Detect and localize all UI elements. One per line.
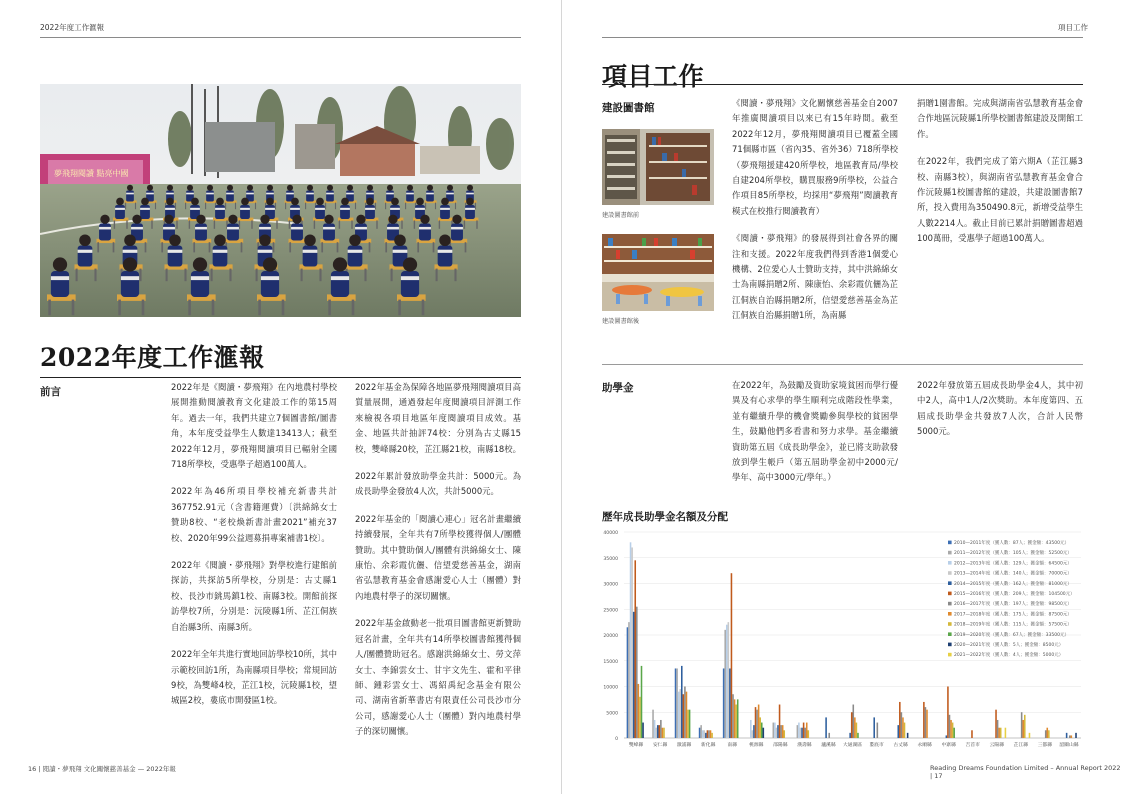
chart-legend-label: 2010—2011年度（獲人數：87人；獲金額：43500元） [954, 541, 1069, 546]
chart-bar [952, 723, 954, 738]
chart-legend-swatch [948, 643, 952, 647]
chart-bar [734, 699, 736, 738]
chart-legend-swatch [948, 602, 952, 606]
chart-bar [904, 723, 906, 738]
chart-bar [735, 705, 737, 738]
title-rule [40, 377, 521, 378]
chart-legend-swatch [948, 612, 952, 616]
chart-bar [804, 728, 806, 738]
grant-section-rule [602, 364, 1083, 365]
chart-bar [663, 728, 665, 738]
chart-bar [659, 725, 661, 738]
chart-bar [997, 720, 999, 738]
chart-bar [631, 547, 633, 738]
chart-bar [853, 705, 855, 738]
chart-bar [684, 687, 686, 739]
chart-legend-label: 2013—2014年度（獲人數：140人；獲金額：70000元） [954, 571, 1072, 577]
chart-bar [759, 717, 761, 738]
chart-bar [877, 723, 879, 738]
chart-bar [711, 733, 713, 738]
grant-paragraph: 2022年發放第五屆成長助學金4人，其中初中2人，高中1人/2次獎助。本年度第四、五屆成長助學金共發放7人次，合計人民幣5000元。 [917, 380, 1083, 437]
chart-bar [707, 730, 709, 738]
chart-bar [923, 702, 925, 738]
chart-bar [926, 710, 928, 738]
chart-bar [654, 720, 656, 738]
chart-legend [948, 539, 1075, 658]
chart-legend-label: 2017—2018年度（獲人數：175人；獲金額：87500元） [954, 612, 1072, 618]
chart-bar [703, 730, 705, 738]
left-running-head: 2022年度工作滙報 [40, 23, 105, 32]
chart-bar [679, 689, 681, 738]
foreword-column-2 [355, 380, 521, 752]
chart-x-label: 雙峰縣 [628, 743, 644, 748]
chart-bar [655, 728, 657, 738]
grant-label: 助學金 [602, 382, 634, 394]
chart-bar [681, 666, 683, 738]
chart-bar [652, 710, 654, 738]
chart-bar [1024, 715, 1026, 738]
chart-bar [1021, 712, 1023, 738]
chart-bar [660, 720, 662, 738]
chart-legend-label: 2018—2019年度（獲人數：115人；獲金額：57500元） [954, 622, 1072, 628]
chart-bar [806, 723, 808, 738]
foreword-paragraph: 2022年是《閱讀・夢飛翔》在內地農村學校展開推動閱讀教育文化建設工作的第15周年。過去一年，我們共建立7個圖書館/圖書角，本年度受益學生人數達13413人；截至2022年12月，夢飛翔閱讀項目已輻射全國718所學校，受惠學子超過100萬人。 [171, 382, 337, 470]
left-page-footer: 16 | 閱讀・夢飛翔 文化關懷慈善基金 — 2022年報 [28, 765, 176, 773]
chart-bar [897, 725, 899, 738]
chart-bar [642, 723, 644, 738]
chart-bar [1022, 720, 1024, 738]
chart-legend-label: 2011—2012年度（獲人數：105人；獲金額：52500元） [954, 551, 1072, 557]
chart-bar [686, 692, 688, 738]
chart-bar [797, 725, 799, 738]
chart-bar [949, 715, 951, 738]
chart-legend-swatch [948, 632, 952, 636]
chart-x-labels [629, 741, 1079, 748]
chart-bar [828, 733, 830, 738]
chart-bar [808, 730, 810, 738]
library-after-caption: 建設圖書館後 [602, 318, 640, 325]
chart-bar [678, 692, 680, 738]
chart-x-label: 永順縣 [917, 743, 932, 748]
chart-bar [946, 735, 948, 738]
chart-bar [782, 725, 784, 738]
chart-bar [683, 694, 685, 738]
grant-paragraph: 在2022年，為鼓勵及資助家境貧困而學行優異及有心求學的學生順利完成階段性學業，並有繼續升學的機會獎勵參與學校的貧困學生，鼓勵他們多看書和努力求學。基金繼續資助第五屆《成長助學金》，並已將支助款發放到學生帳戶（第五屆助學金初中2000元/學年、高中3000元/學年。） [732, 380, 898, 483]
stage-banner-text: 夢飛翔閱讀 點亮中國 [54, 169, 129, 178]
chart-bar [630, 542, 632, 738]
chart-legend-swatch [948, 541, 952, 545]
foreword-paragraph: 2022年全年共進行實地回訪學校10所，其中示範校回訪1所，為南縣項目學校；常規回訪9校，為雙峰4校，芷江1校，沅陵縣1校，望城區2校，婁底市開發區1校。 [171, 649, 337, 706]
chart-bar [849, 733, 851, 738]
library-after-photo [602, 234, 714, 311]
chart-legend-label: 2020—2021年度（獲人數：5人；獲金額：8500元） [954, 643, 1064, 648]
chart-bar [902, 717, 904, 738]
chart-bar [758, 705, 760, 738]
chart-x-label: 邵陽縣 [773, 743, 788, 748]
foreword-paragraph: 2022年累計發放助學金共計：5000元。為成長助學金發放4人次，共計5000元。 [355, 471, 521, 497]
chart-y-tick-label: 0 [615, 737, 618, 742]
chart-bar [657, 725, 659, 738]
chart-bar [801, 728, 803, 738]
chart-bar [699, 728, 701, 738]
chart-bar [753, 725, 755, 738]
chart-y-tick-label: 25000 [603, 608, 618, 614]
chart-x-label: 婁底市 [869, 743, 884, 748]
chart-bar [783, 730, 785, 738]
chart-x-label: 南縣 [727, 743, 738, 748]
chart-bar [1069, 735, 1071, 738]
chart-bar [689, 710, 691, 738]
ceremony-photo [40, 84, 521, 317]
left-page [0, 0, 561, 794]
chart-bar [1005, 728, 1007, 738]
chart-legend-swatch [948, 653, 952, 657]
chart-legend-label: 2019—2020年度（獲人數：67人；獲金額：33500元） [954, 632, 1069, 638]
chart-bar [710, 730, 712, 738]
chart-bar [755, 707, 757, 738]
chart-x-label: 中寨縣 [941, 743, 956, 748]
chart-bar [1071, 735, 1073, 738]
chart-bar [856, 723, 858, 738]
chart-legend-label: 2014—2015年度（獲人數：162人；獲金額：81000元） [954, 581, 1072, 587]
grant-bar-chart [596, 524, 1088, 750]
chart-bar [634, 560, 636, 738]
chart-bar [1046, 728, 1048, 738]
chart-bar [639, 697, 641, 738]
chart-x-label: 安仁縣 [652, 743, 668, 748]
library-before-illustration [602, 129, 714, 205]
chart-bar [723, 668, 725, 738]
foreword-column-1 [171, 380, 337, 721]
chart-x-label: 古丈縣 [893, 743, 908, 748]
chart-x-label: 吉首市 [965, 743, 980, 748]
chart-legend-swatch [948, 551, 952, 555]
foreword-paragraph: 2022年基金為保障各地區夢飛翔閱讀項目高質量展開，通過發起年度閱讀項目評測工作來檢視各項目地區年度閱讀項目成效。基金、地區共計抽評74校：分別為古丈縣15校，雙峰縣20校，芷江縣21校，南縣18校。 [355, 382, 521, 454]
foreword-paragraph: 2022年《閱讀・夢飛翔》對學校進行建館前探訪，共探訪5所學校，分別是：古丈縣1校、長沙市銚馬鎮1校、南縣3校。開館前探訪學校7所，分別是：沅陵縣1所、芷江侗族自治縣3所、南縣3所。 [171, 560, 337, 632]
chart-legend-label: 2015—2016年度（獲人數：209人；獲金額：104500元） [954, 592, 1075, 597]
right-header-rule [602, 37, 1083, 38]
chart-bar [854, 717, 856, 738]
foreword-paragraph: 2022年基金啟動老一批項目圖書館更新贊助冠名計畫，全年共有14所學校圖書館獲得個人/團體贊助冠名。感謝洪綿綿女士、勞文萍女士、李錦雲女士、甘宇文先生、霍和平律師、鍾彩雲女士、馮紹禹紀念基金有限公司、湖南省新華書店有限責任公司長沙市分公司，感謝愛心人士（團體）對內地農村學子的深切關懷。 [355, 618, 521, 737]
library-after-illustration [602, 234, 714, 311]
project-work-title: 項目工作 [602, 62, 705, 91]
chart-y-tick-label: 35000 [603, 556, 618, 562]
library-paragraph: 《閱讀・夢飛翔》文化關懷慈善基金自2007年推廣閱讀項目以來已有15年時間。截至2022年12月，夢飛翔閱讀項目已覆蓋全國71個縣市區（省內35、省外36）718所學校（夢飛翔援建420所學校，地區教育局/學校自建204所學校，購買服務9所學校，公益合作項目85所學校，均採用“夢飛翔”閱讀教育模式在校推行閱讀教育） [732, 98, 898, 216]
chart-bar [636, 607, 638, 738]
chart-bar [873, 717, 875, 738]
chart-legend-label: 2016—2017年度（獲人數：197人；獲金額：98500元） [954, 602, 1072, 608]
chart-bar [763, 728, 765, 738]
chart-y-tick-label: 20000 [603, 634, 618, 639]
chart-legend-swatch [948, 561, 952, 565]
chart-bar [750, 720, 752, 738]
chart-bar [1029, 733, 1031, 738]
chart-x-label: 瀘溪縣 [821, 743, 836, 748]
chart-bar [899, 702, 901, 738]
chart-x-label: 韶關山縣 [1059, 743, 1079, 748]
library-paragraph: 《閱讀・夢飛翔》的發展得到社會各界的關注和支援。2022年度我們得到香港1個愛心機構、2位愛心人士贊助支持，其中洪綿綿女士為南縣捐贈2所、陳康怡、余彩霞伉儷為芷江侗族自治縣捐贈2所，信望愛慈善基金為芷江侗族自治縣捐贈1所，為南縣 [732, 233, 898, 321]
chart-bar [851, 712, 853, 738]
chart-bar [1045, 730, 1047, 738]
grant-column-1 [732, 378, 898, 498]
chart-bar [776, 728, 778, 738]
chart-bar [726, 625, 728, 738]
chart-legend-label: 2021—2022年度（獲人數：4人；獲金額：5000元） [954, 653, 1064, 659]
chart-legend-swatch [948, 581, 952, 585]
chart-bar [761, 723, 763, 738]
chart-bar [998, 728, 1000, 738]
chart-bar [1048, 730, 1050, 738]
grant-column-2 [917, 378, 1083, 452]
chart-bar [800, 728, 802, 738]
chart-bar [641, 666, 643, 738]
chart-bar [728, 622, 730, 738]
chart-bar [724, 630, 726, 738]
chart-bar [708, 730, 710, 738]
chart-x-label: 大通湖區 [842, 743, 863, 748]
chart-bar [773, 723, 775, 738]
chart-y-tick-label: 10000 [603, 685, 618, 691]
chart-y-tick-label: 5000 [606, 711, 618, 717]
chart-bar [1075, 733, 1077, 738]
library-before-photo [602, 129, 714, 205]
chart-bar [687, 710, 689, 738]
chart-bar [731, 573, 733, 738]
chart-legend-label: 2012—2013年度（獲人數：129人；獲金額：64500元） [954, 561, 1072, 567]
chart-bar [737, 699, 739, 738]
library-before-caption: 建設圖書館前 [602, 212, 640, 219]
chart-bar [702, 730, 704, 738]
chart-bar [825, 717, 827, 738]
ceremony-photo-illustration [40, 84, 521, 317]
chart-y-tick-label: 30000 [603, 582, 618, 588]
chart-bar [732, 694, 734, 738]
right-page-footer: Reading Dreams Foundation Limited – Annual Report 2022 | 17 [930, 764, 1121, 780]
library-column-1 [732, 96, 898, 336]
chart-bar [925, 707, 927, 738]
chart-legend-swatch [948, 571, 952, 575]
chart-bar [995, 710, 997, 738]
chart-bar [857, 733, 859, 738]
chart-bar [907, 733, 909, 738]
foreword-label: 前言 [40, 386, 61, 398]
chart-bar [947, 687, 949, 739]
chart-bar [662, 728, 664, 738]
chart-bar [633, 612, 635, 738]
library-paragraph: 在2022年，我們完成了第六期A（芷江縣3校、南縣3校），與湖南省弘慧教育基金會合作沅陵縣1校圖書館的建設，共建設圖書館7所，投入費用為350490.8元，新增受益學生人數2214人。截止目前已累計捐贈圖書超過100萬冊，受惠學子超過100萬人。 [917, 156, 1083, 244]
project-title-rule [602, 84, 1083, 85]
chart-bar [729, 668, 731, 738]
chart-x-label: 芷江縣 [1013, 743, 1029, 748]
foreword-paragraph: 2022年基金的「閱讀心連心」冠名計畫繼續持續發展，全年共有7所學校獲得個人/團體贊助。其中贊助個人/團體有洪綿綿女士、陳康怡、余彩霞伉儷、信望愛慈善基金，湖南省弘慧教育基金會感謝愛心人士（團體）對內地農村學子的深切關懷。 [355, 513, 521, 601]
chart-bar [798, 723, 800, 738]
annual-report-title: 2022年度工作滙報 [40, 343, 265, 372]
chart-x-label: 新化縣 [700, 743, 716, 748]
chart-bar [700, 725, 702, 738]
chart-x-label: 云陽縣 [989, 743, 1005, 748]
chart-bar [752, 730, 754, 738]
chart-bar [1066, 733, 1068, 738]
chart-legend-swatch [948, 592, 952, 596]
right-running-head: 項目工作 [1058, 23, 1088, 32]
chart-bar [777, 725, 779, 738]
chart-bar [676, 668, 678, 738]
chart-x-label: 三都縣 [1037, 743, 1053, 748]
chart-y-tick-label: 15000 [603, 659, 618, 665]
chart-bar [780, 725, 782, 738]
chart-bar [953, 728, 955, 738]
chart-bar [774, 723, 776, 738]
library-paragraph: 捐贈1園書館。完成與湖南省弘慧教育基金會合作地區沅陵縣1所學校圖書館建設及開館工作。 [917, 98, 1083, 139]
chart-bar [1000, 728, 1002, 738]
chart-x-label: 漢壽縣 [797, 743, 812, 748]
library-column-2 [917, 96, 1083, 259]
chart-bar [950, 720, 952, 738]
chart-bar [756, 710, 758, 738]
chart-bar [971, 730, 973, 738]
left-header-rule [40, 37, 521, 38]
chart-legend-swatch [948, 622, 952, 626]
chart-x-label: 桃源縣 [749, 743, 764, 748]
chart-bar [705, 733, 707, 738]
chart-bar [675, 668, 677, 738]
chart-bar [627, 627, 629, 738]
foreword-paragraph: 2022年為46所項目學校補充新書共計367752.91元（含書籍運費）〔洪綿綿女士贊助8校、“老校煥新書計畫2021”補充37校、2020年99公益週募捐專案補書1校〕。 [171, 486, 337, 543]
chart-bar [779, 705, 781, 738]
chart-title: 歷年成長助學金名額及分配 [602, 511, 728, 523]
library-label: 建設圖書館 [602, 102, 655, 114]
chart-y-ticks [603, 530, 618, 742]
chart-bar [638, 684, 640, 738]
chart-bar [901, 712, 903, 738]
chart-y-tick-label: 40000 [603, 531, 618, 536]
chart-bar [803, 723, 805, 738]
chart-x-label: 漵浦縣 [676, 743, 692, 748]
chart-bar [628, 622, 630, 738]
